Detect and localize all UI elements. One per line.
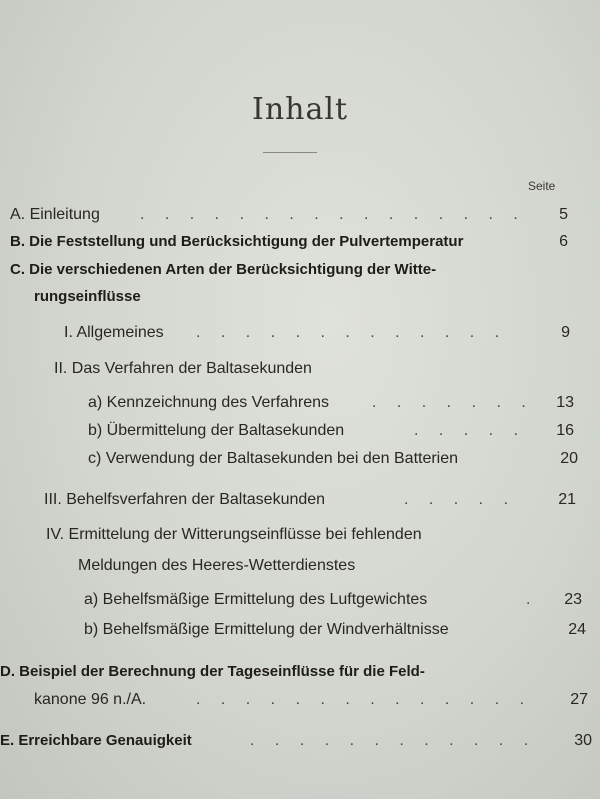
toc-entry-e-label: E. Erreichbare Genauigkeit <box>0 732 192 749</box>
toc-entry-b-label: B. Die Feststellung und Berücksichtigung der Pulvertemperatur <box>10 233 464 250</box>
toc-entry-c4-line2: Meldungen des Heeres-Wetterdienstes <box>78 557 356 574</box>
toc-entry-c1-leader: . . . . . . . . . . . . . <box>196 324 508 341</box>
toc-entry-a-leader: . . . . . . . . . . . . . . . . <box>140 206 526 223</box>
toc-entry-c2-label: II. Das Verfahren der Baltasekunden <box>54 360 312 377</box>
toc-entry-c3-page: 21 <box>558 491 576 508</box>
toc-entry-c2a-leader: . . . . . . . <box>372 394 534 411</box>
toc-entry-a-page: 5 <box>559 206 568 223</box>
toc-entry-c4-line1: IV. Ermittelung der Witterungseinflüsse bei fehlenden <box>46 526 422 543</box>
toc-entry-c3-leader: . . . . . <box>404 491 517 508</box>
toc-entry-c1-label: I. Allgemeines <box>64 324 164 341</box>
toc-entry-e-page: 30 <box>574 732 592 749</box>
toc-entry-d-line1: D. Beispiel der Berechnung der Tageseinflüsse für die Feld- <box>0 663 425 680</box>
toc-entry-d-page: 27 <box>570 691 588 708</box>
page-title: Inhalt <box>251 92 349 127</box>
toc-entry-a-label: A. Einleitung <box>10 206 100 223</box>
toc-entry-b-page: 6 <box>559 233 568 250</box>
toc-entry-e-leader: . . . . . . . . . . . . <box>250 732 537 749</box>
toc-entry-c2c-label: c) Verwendung der Baltasekunden bei den Batterien <box>88 450 459 467</box>
title-divider <box>263 152 317 153</box>
toc-entry-c1-page: 9 <box>561 324 570 341</box>
toc-entry-c2b-label: b) Übermittelung der Baltasekunden <box>88 422 345 439</box>
toc-entry-c-line2: rungseinflüsse <box>34 288 141 305</box>
toc-entry-c4a-page: 23 <box>564 591 582 608</box>
toc-entry-c4b-page: 24 <box>568 621 586 638</box>
toc-entry-c-line1: C. Die verschiedenen Arten der Berücksichtigung der Witte- <box>10 261 437 278</box>
toc-entry-c4b-label: b) Behelfsmäßige Ermittelung der Windverhältnisse <box>84 621 449 638</box>
toc-entry-c2a-page: 13 <box>556 394 574 411</box>
toc-entry-c3-label: III. Behelfsverfahren der Baltasekunden <box>44 491 326 508</box>
toc-entry-c2b-page: 16 <box>556 422 574 439</box>
toc-entry-c2c-page: 20 <box>560 450 578 467</box>
toc-entry-c4a-leader: . <box>526 591 539 608</box>
toc-entry-d-line2: kanone 96 n./A. <box>34 691 147 708</box>
toc-entry-c2a-label: a) Kennzeichnung des Verfahrens <box>88 394 330 411</box>
toc-entry-c2b-leader: . . . . . <box>414 422 527 439</box>
page-column-header: Seite <box>528 179 556 193</box>
toc-entry-c4a-label: a) Behelfsmäßige Ermittelung des Luftgewichtes <box>84 591 428 608</box>
toc-entry-d-leader: . . . . . . . . . . . . . . <box>196 691 533 708</box>
